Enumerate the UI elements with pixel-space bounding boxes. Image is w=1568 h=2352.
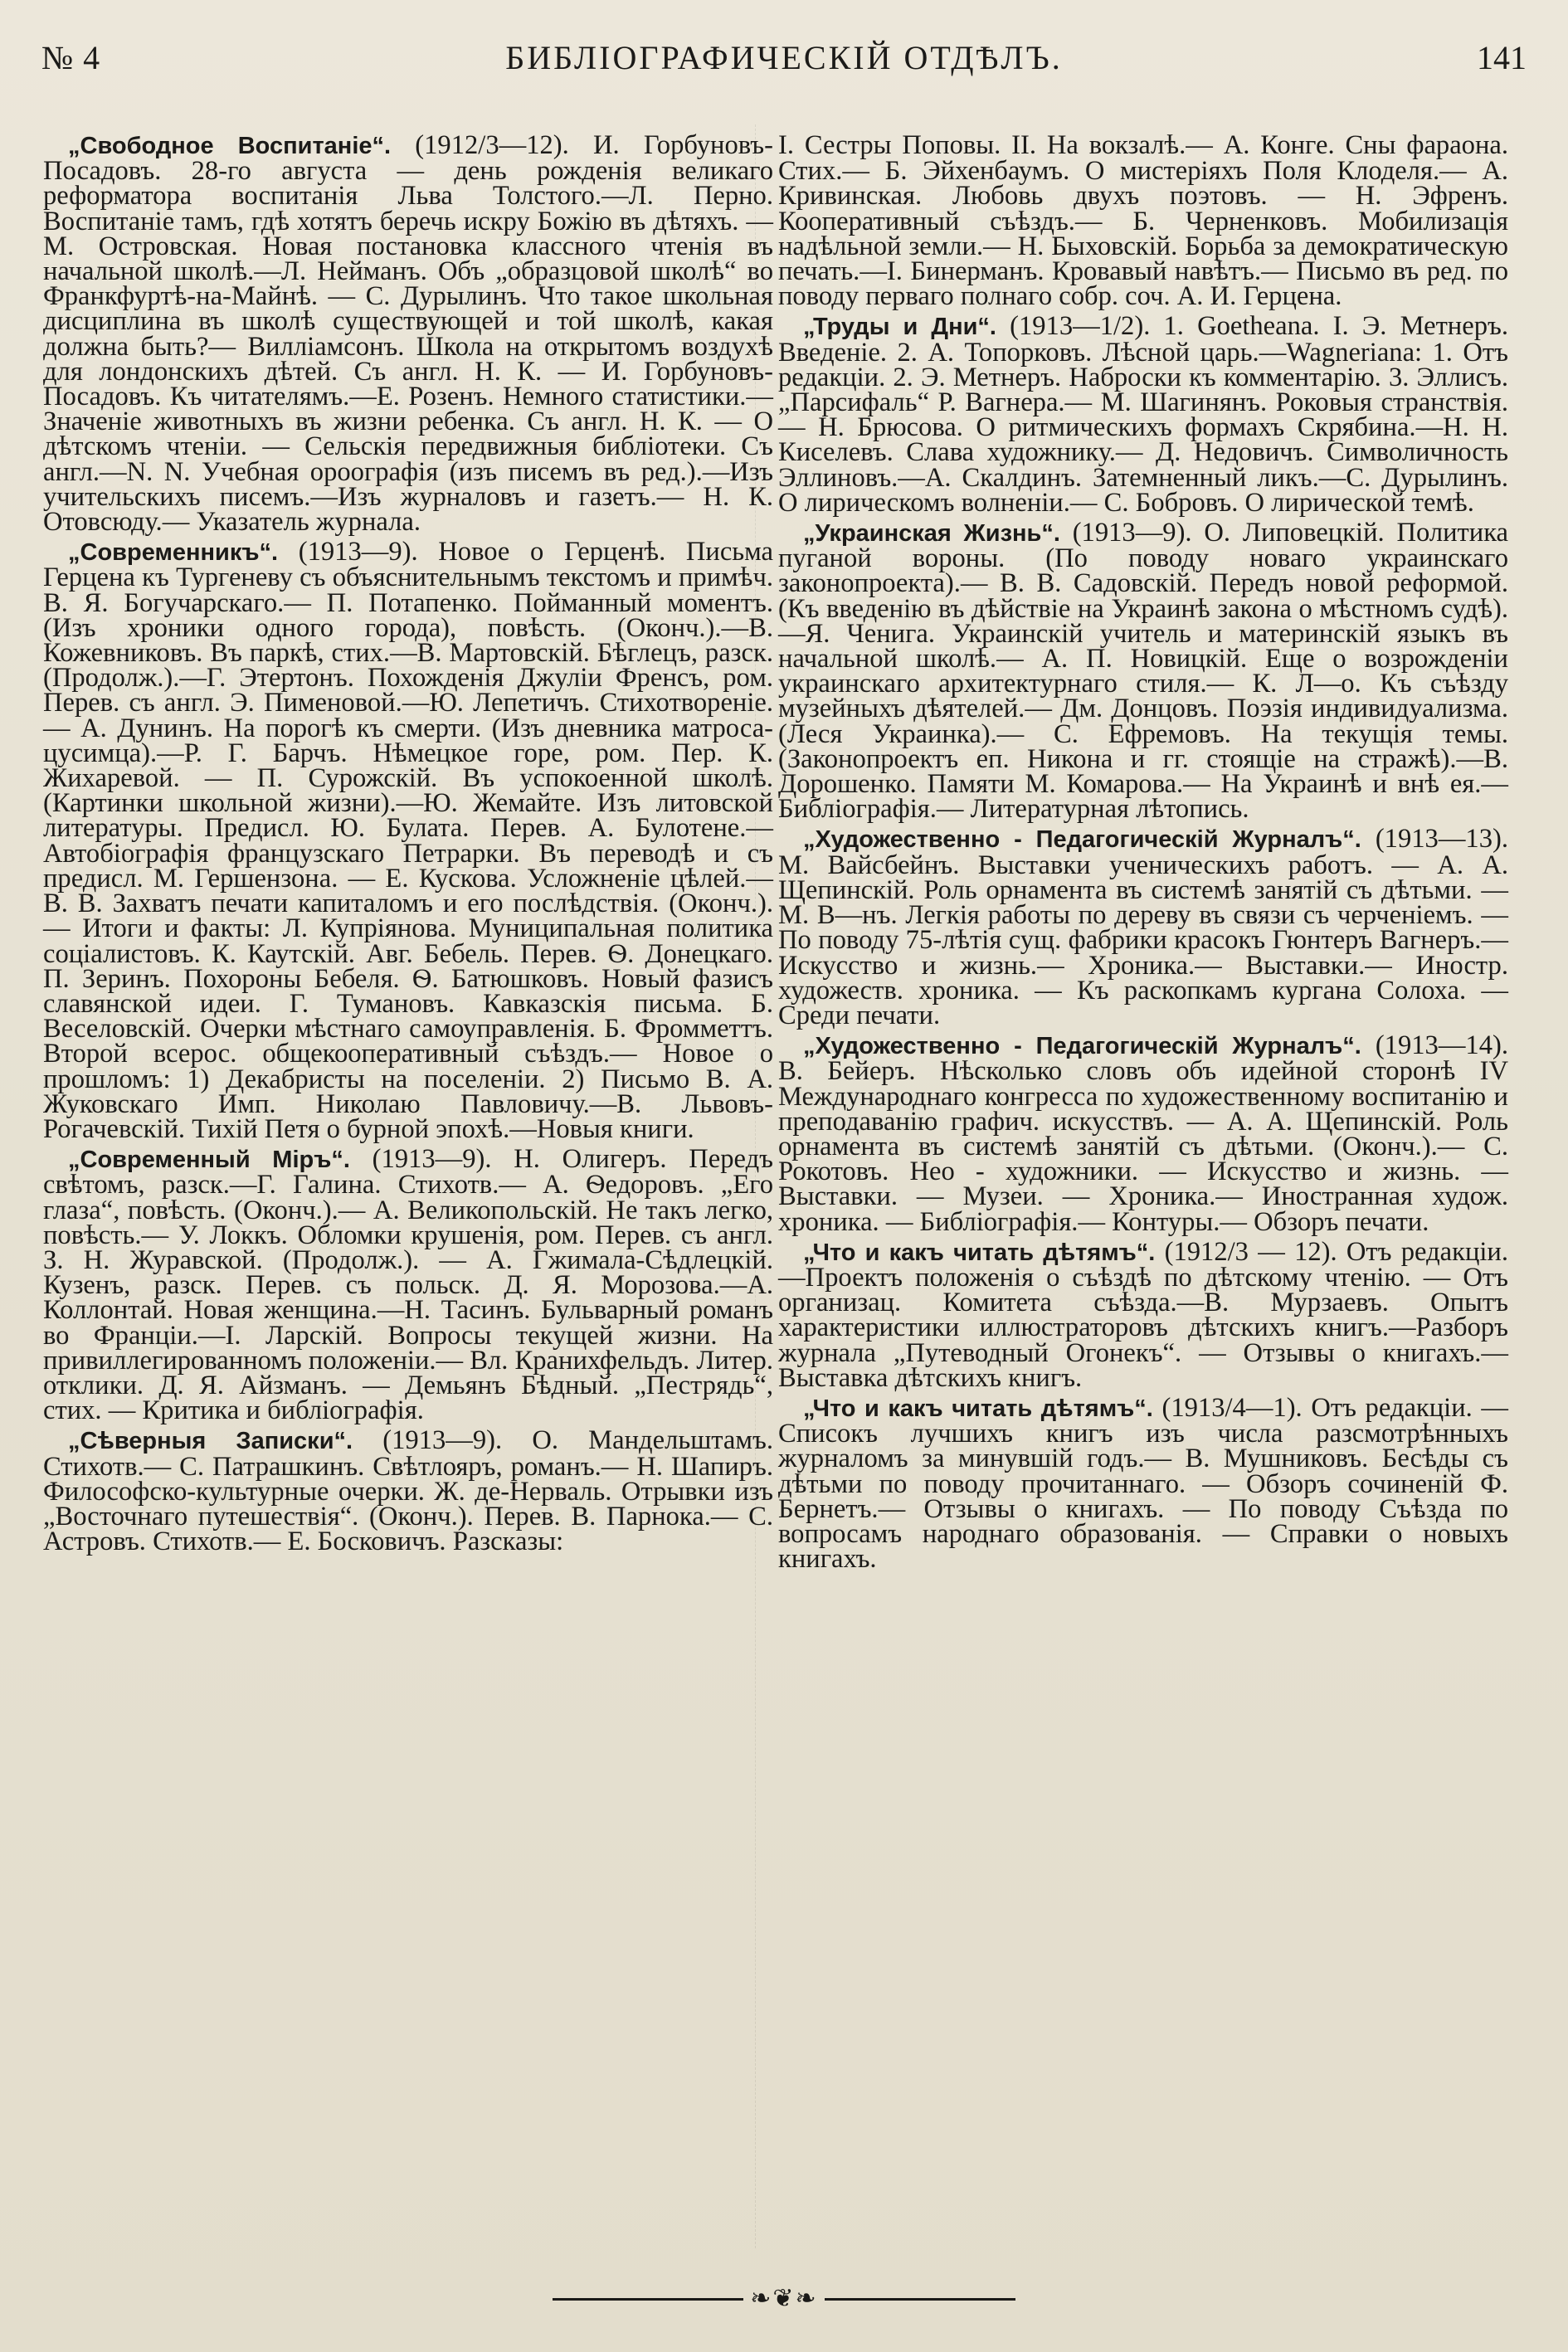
right-column <box>778 130 1509 1576</box>
journal-title: „Что и какъ читать дѣтямъ“. <box>803 1239 1156 1266</box>
issue-number: № 4 <box>41 39 101 76</box>
section-title: БИБЛIОГРАФИЧЕСКIЙ ОТДѢЛЪ. <box>505 39 1063 76</box>
journal-entry <box>43 1144 773 1426</box>
journal-entry <box>778 1030 1508 1237</box>
journal-title: „Украинская Жизнь“. <box>803 520 1060 548</box>
journal-title: „Современный Мiръ“. <box>68 1147 350 1174</box>
ornament-rule-left <box>553 2298 743 2301</box>
journal-contents: (1913—1/2). 1. Goetheana. І. Э. Метнеръ. Введеніе. 2. А. Топорковъ. Лѣсной царь.—Wagneriana: 1. Отъ редакціи. 2. Э. Метнеръ. Наброски къ комментарію. 3. Эллисъ. „Парсифаль“ Р. Вагнера.— М. Шагинянъ. Роковыя странствія.— Н. Брюсова. О ритмическихъ формахъ Скрябина.—Н. Н. Киселевъ. Слава художнику.— Д. Недовичъ. Символичность Эллиновъ.—А. Скалдинъ. Затемненный ликъ.—С. Дурылинъ. О лирическомъ волненіи.— С. Бобровъ. О лирической темѣ. <box>778 311 1508 518</box>
journal-title: „Труды и Дни“. <box>803 314 996 341</box>
journal-contents: I. Сестры Поповы. II. На вокзалѣ.— А. Конге. Сны фараона. Стих.— Б. Эйхенбаумъ. О мистеріяхъ Поля Клоделя.— А. Кривинская. Любовь двухъ поэтовъ. — Н. Эфренъ. Кооперативный съѣздъ.— Б. Черненковъ. Мобилизація надѣльной земли.— Н. Быховскій. Борьба за демократическую печать.—І. Бинерманъ. Кровавый навѣтъ.— Письмо въ ред. по поводу перваго полнаго собр. соч. А. И. Герцена. <box>778 130 1508 312</box>
journal-contents: (1913—13). М. Вайсбейнъ. Выставки ученическихъ работъ. — А. А. Щепинскій. Роль орнамента въ системѣ занятій съ дѣтьми. — М. В—нъ. Легкія работы по дереву въ связи съ черченіемъ. — По поводу 75-лѣтія сущ. фабрики красокъ Гюнтеръ Вагнеръ.— Искусство и жизнь.— Хроника.— Выставки.— Иностр. художеств. хроника. — Къ раскопкамъ кургана Солоха. — Среди печати. <box>778 824 1508 1030</box>
journal-entry <box>778 826 1508 1028</box>
page-header <box>41 38 1527 88</box>
journal-contents: (1913—9). Новое о Герценѣ. Письма Герцена къ Тургеневу съ объяснительнымъ текстомъ и примѣч. В. Я. Богучарскаго.— П. Потапенко. Пойманный моментъ. (Изъ хроники одного города), повѣсть. (Оконч.).—В. Кожевниковъ. Въ паркѣ, стих.—В. Мартовскій. Бѣглецъ, разск. (Продолж.).—Г. Этертонъ. Похожденія Джуліи Френсъ, ром. Перев. съ англ. Э. Пименовой.—Ю. Лепетичъ. Стихотвореніе.— А. Дунинъ. На порогѣ къ смерти. (Изъ дневника матроса-цусимца).—Р. Г. Барчъ. Нѣмецкое горе, ром. Пер. К. Жихаревой. — П. Сурожскій. Въ успокоенной школѣ. (Картинки школьной жизни).—Ю. Жемайте. Изъ литовской литературы. Предисл. Ю. Булата. Перев. А. Булотене.—Автобіографія французскаго Петрарки. Въ переводѣ и съ предисл. М. Гершензона. — Е. Кускова. Усложненіе цѣлей.—В. В. Захватъ печати капиталомъ и его послѣдствія. (Оконч.). — Итоги и факты: Л. Купріянова. Муниципальная политика соціалистовъ. К. Каутскій. Авг. Бебель. Перев. Ѳ. Донецкаго. П. Зеринъ. Похороны Бебеля. Ѳ. Батюшковъ. Новый фазисъ славянской идеи. Г. Тумановъ. Кавказскія письма. Б. Веселовскій. Очерки мѣстнаго самоуправленія. Б. Фромметтъ. Второй всерос. общекооперативный съѣздъ.— Новое о прошломъ: 1) Декабристы на поселеніи. 2) Письмо В. А. Жуковскаго Имп. Николаю Павловичу.—В. Львовъ-Рогачевскій. Тихій Петя о бурной эпохѣ.—Новыя книги. <box>43 537 773 1144</box>
footer-ornament <box>0 2286 1568 2311</box>
journal-contents: (1912/3—12). И. Горбуновъ-Посадовъ. 28-го августа — день рожденія великаго реформатора воспитанія Льва Толстого.—Л. Перно. Воспитаніе тамъ, гдѣ хотятъ беречь искру Божію въ дѣтяхъ. — М. Островская. Новая постановка классного чтенія въ начальной школѣ.—Л. Нейманъ. Объ „образцовой школѣ“ во Франкфуртѣ-на-Майнѣ. — С. Дурылинъ. Что такое школьная дисциплина въ школѣ существующей и той школѣ, какая должна быть?— Вилліамсонъ. Школа на открытомъ воздухѣ для лондонскихъ дѣтей. Съ англ. Н. К. — И. Горбуновъ-Посадовъ. Къ читателямъ.—Е. Розенъ. Немного статистики.—Значеніе животныхъ въ жизни ребенка. Съ англ. Н. К. — О дѣтскомъ чтеніи. — Сельскія передвижныя библіотеки. Съ англ.—N. N. Учебная ороографія (изъ писемъ въ ред.).—Изъ учительскихъ писемъ.—Изъ журналовъ и газетъ.— Н. К. Отовсюду.— Указатель журнала. <box>43 130 774 538</box>
journal-entry <box>43 539 773 1142</box>
journal-entry <box>43 130 774 538</box>
journal-entry <box>778 1392 1509 1575</box>
journal-entry <box>778 518 1508 825</box>
journal-entry-continued <box>778 130 1508 312</box>
journal-title: „Что и какъ читать дѣтямъ“. <box>803 1395 1153 1422</box>
journal-contents: (1913—9). О. Мандельштамъ. Стихотв.— С. Патрашкинъ. Свѣтлояръ, романъ.— Н. Шапиръ. Философско-культурные очерки. Ж. де-Нерваль. Отрывки изъ „Восточнаго путешествія“. (Оконч.). Перев. В. Парнока.— С. Астровъ. Стихотв.— Е. Босковичъ. Разсказы: <box>43 1425 773 1557</box>
journal-title: „Современникъ“. <box>68 539 279 567</box>
journal-entry <box>778 1236 1509 1393</box>
journal-entry <box>43 1425 773 1557</box>
journal-title: „Сѣверныя Записки“. <box>68 1428 353 1455</box>
journal-contents: (1913—9). О. Липовецкій. Политика пуганой вороны. (По поводу новаго украинскаго законопроекта).— В. В. Садовскій. Передъ новой реформой. (Къ введенію въ дѣйствіе на Украинѣ закона о мѣстномъ судѣ).—Я. Ченига. Украинскій учитель и материнскій языкъ въ начальной школѣ.— А. П. Новицкій. Еще о возрожденіи украинскаго архитектурнаго стиля.— К. Л—о. Къ съѣзду музейныхъ дѣятелей.— Дм. Донцовъ. Поэзія индивидуализма. (Леся Украинка).— С. Ефремовъ. На текущія темы. (Законопроектъ еп. Никона и гг. стоящіе на стражѣ).—В. Дорошенко. Памяти М. Комарова.— На Украинѣ и внѣ ея.— Библіографія.— Литературная лѣтопись. <box>778 518 1508 825</box>
left-column <box>43 130 774 1559</box>
ornament-glyph: ❧❦❧ <box>750 2285 818 2312</box>
journal-title: „Свободное Воспитанiе“. <box>68 133 392 159</box>
journal-title: „Художественно - Педагогическiй Журналъ“. <box>803 826 1361 854</box>
ornament-rule-right <box>825 2298 1015 2301</box>
page-number: 141 <box>1477 39 1527 76</box>
journal-contents: (1913/4—1). Отъ редакціи. — Списокъ лучшихъ книгъ изъ числа разсмотрѣнныхъ журналомъ за минувшій годъ.— В. Мушниковъ. Бесѣды съ дѣтьми по поводу прочитаннаго. — Обзоръ сочиненій Ф. Бернетъ.— Отзывы о книгахъ. — По поводу Съѣзда по вопросамъ народнаго образованія. — Справки о новыхъ книгахъ. <box>778 1392 1509 1575</box>
journal-contents: (1912/3 — 12). Отъ редакціи.—Проектъ положенія о съѣздѣ по дѣтскому чтенію. — Отъ организац. Комитета съѣзда.—В. Мурзаевъ. Опытъ характеристики иллюстраторовъ дѣтскихъ книгъ.—Разборъ журнала „Путеводный Огонекъ“. — Отзывы о книгахъ.—Выставка дѣтскихъ книгъ. <box>778 1236 1509 1393</box>
journal-contents: (1913—14). В. Бейеръ. Нѣсколько словъ объ идейной сторонѣ IV Международнаго конгресса по художественному воспитанію и преподаванію графич. искусствъ. — А. А. Щепинскій. Роль орнамента въ системѣ занятій съ дѣтьми. (Оконч.).— С. Рокотовъ. Нео - художники. — Искусство и жизнь. — Выставки. — Музеи. — Хроника.— Иностранная худож. хроника. — Библіографія.— Контуры.— Обзоръ печати. <box>778 1030 1508 1237</box>
journal-title: „Художественно - Педагогическiй Журналъ“. <box>803 1033 1361 1060</box>
journal-contents: (1913—9). Н. Олигеръ. Передъ свѣтомъ, разск.—Г. Галина. Стихотв.— А. Ѳедоровъ. „Его глаза“, повѣсть. (Оконч.).— А. Великопольскій. Не такъ легко, повѣсть.— У. Локкъ. Обломки крушенія, ром. Перев. съ англ. З. Н. Журавской. (Продолж.). — А. Гжимала-Сѣдлецкій. Кузенъ, разск. Перев. съ польск. Д. Я. Морозова.—А. Коллонтай. Новая женщина.—Н. Тасинъ. Бульварный романъ во Франціи.—І. Ларскій. Вопросы текущей жизни. На привиллегированномъ положеніи.— Вл. Кранихфельдъ. Литер. отклики. Д. Я. Айзманъ. — Демьянъ Бѣдный. „Пестрядь“, стих. — Критика и библіографія. <box>43 1144 773 1426</box>
journal-entry <box>778 311 1508 518</box>
